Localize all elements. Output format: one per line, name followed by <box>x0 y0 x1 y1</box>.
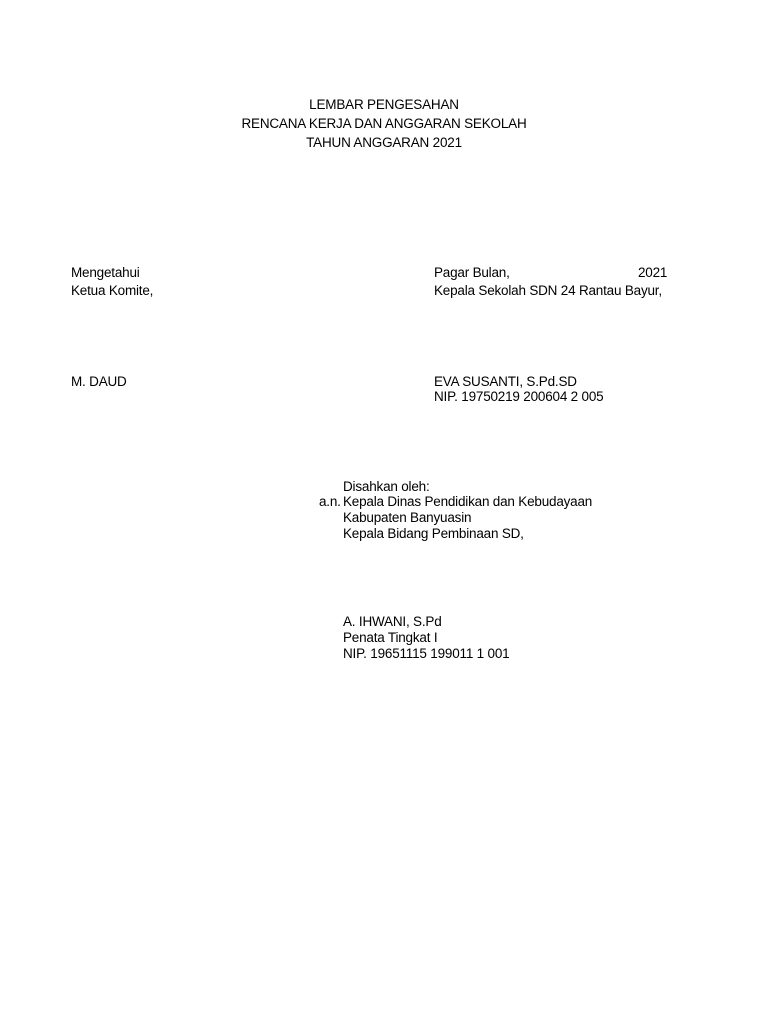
approval-office-line2: Kabupaten Banyuasin <box>343 510 472 525</box>
year-label: 2021 <box>638 265 668 280</box>
mengetahui-label: Mengetahui <box>71 265 140 280</box>
document-subtitle: RENCANA KERJA DAN ANGGARAN SEKOLAH <box>241 116 527 131</box>
document-fiscal-year: TAHUN ANGGARAN 2021 <box>306 135 462 150</box>
committee-chair-role: Ketua Komite, <box>71 283 154 298</box>
approver-name: A. IHWANI, S.Pd <box>343 614 442 629</box>
approval-intro: Disahkan oleh: <box>343 479 430 494</box>
principal-role: Kepala Sekolah SDN 24 Rantau Bayur, <box>434 283 662 298</box>
principal-name: EVA SUSANTI, S.Pd.SD <box>434 374 577 389</box>
place-label: Pagar Bulan, <box>434 265 510 280</box>
document-title: LEMBAR PENGESAHAN <box>309 97 459 112</box>
approver-rank: Penata Tingkat I <box>343 630 438 645</box>
principal-nip: NIP. 19750219 200604 2 005 <box>434 389 604 404</box>
approver-nip: NIP. 19651115 199011 1 001 <box>343 646 510 661</box>
approval-office-line1: Kepala Dinas Pendidikan dan Kebudayaan <box>343 494 593 509</box>
committee-chair-name: M. DAUD <box>71 374 127 389</box>
approval-office-line3: Kepala Bidang Pembinaan SD, <box>343 526 524 541</box>
approval-an-prefix: a.n. <box>319 494 341 509</box>
